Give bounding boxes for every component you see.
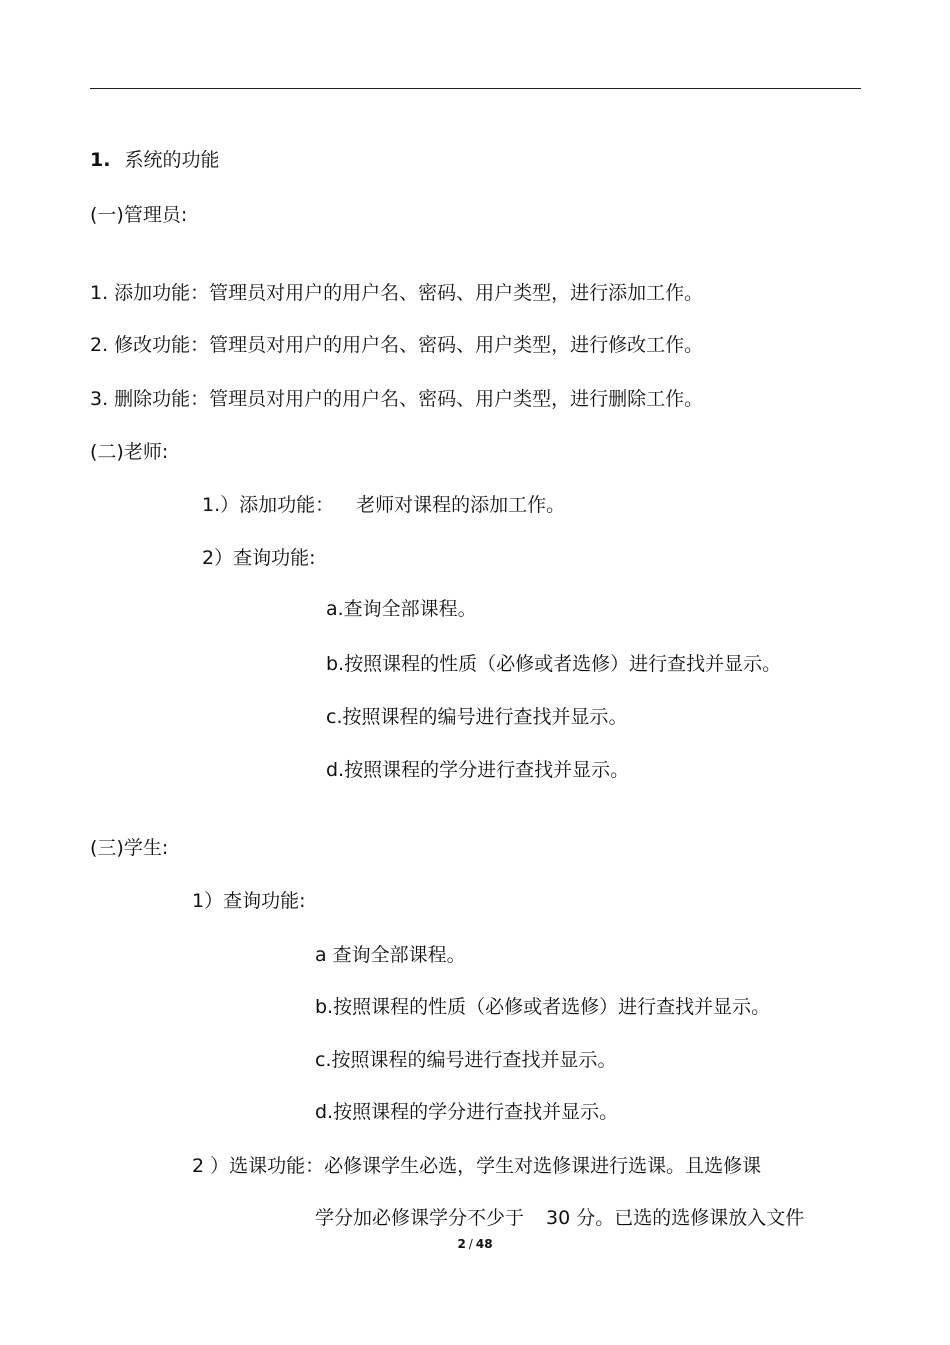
student-title: (三)学生: (90, 837, 169, 859)
teacher-query-item-a: a.查询全部课程。 (326, 598, 477, 620)
teacher-query-item-b: b.按照课程的性质（必修或者选修）进行查找并显示。 (326, 653, 782, 675)
student-query-item-b: b.按照课程的性质（必修或者选修）进行查找并显示。 (315, 996, 771, 1018)
total-pages: 48 (475, 1237, 493, 1251)
teacher-add-text: 老师对课程的添加工作。 (356, 494, 566, 516)
admin-item-edit: 2. 修改功能：管理员对用户的用户名、密码、用户类型，进行修改工作。 (90, 334, 704, 356)
student-query-label: 1）查询功能: (192, 890, 306, 912)
student-select-line-2-part-b: 30 分。已选的选修课放入文件 (546, 1207, 805, 1229)
section-title: 系统的功能 (124, 149, 220, 171)
section-heading (90, 148, 219, 172)
admin-title: (一)管理员: (90, 204, 188, 226)
admin-item-add: 1. 添加功能：管理员对用户的用户名、密码、用户类型，进行添加工作。 (90, 282, 704, 304)
current-page: 2 (457, 1237, 466, 1251)
student-select-line-2 (315, 1206, 804, 1230)
page-separator: / (468, 1237, 473, 1251)
student-query-item-c: c.按照课程的编号进行查找并显示。 (315, 1049, 617, 1071)
teacher-add-label: 1.）添加功能： (202, 494, 335, 516)
teacher-title: (二)老师: (90, 441, 169, 463)
teacher-add-item (202, 493, 565, 517)
teacher-query-label: 2）查询功能: (202, 547, 316, 569)
admin-item-delete: 3. 删除功能：管理员对用户的用户名、密码、用户类型，进行删除工作。 (90, 388, 704, 410)
teacher-query-item-d: d.按照课程的学分进行查找并显示。 (326, 759, 630, 781)
student-select-line-2-part-a: 学分加必修课学分不少于 (315, 1207, 525, 1229)
teacher-query-item-c: c.按照课程的编号进行查找并显示。 (326, 706, 628, 728)
page-number (0, 1236, 950, 1252)
student-select-line-1: 2 ）选课功能：必修课学生必选，学生对选修课进行选课。且选修课 (192, 1155, 762, 1177)
student-query-item-a: a 查询全部课程。 (315, 944, 466, 966)
header-rule (90, 88, 861, 89)
section-number: 1. (90, 149, 111, 171)
student-query-item-d: d.按照课程的学分进行查找并显示。 (315, 1101, 619, 1123)
